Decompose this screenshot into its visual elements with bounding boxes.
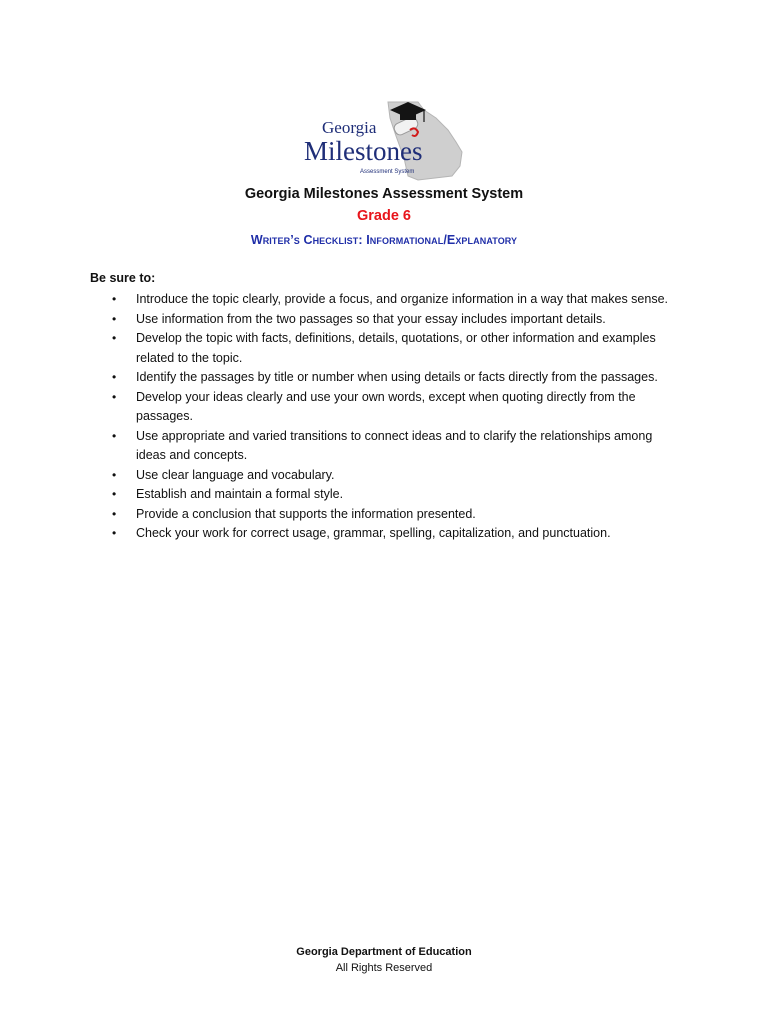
checklist-intro: Be sure to: xyxy=(90,271,156,285)
checklist-item-text: Provide a conclusion that supports the information presented. xyxy=(136,506,476,521)
checklist-item-text: Use appropriate and varied transitions to connect ideas and to clarify the relationships among ideas and concepts. xyxy=(136,428,653,462)
checklist-list xyxy=(110,290,680,544)
bullet-icon: • xyxy=(112,370,117,384)
logo-line1: Georgia xyxy=(322,118,377,137)
checklist-item xyxy=(110,427,680,466)
grade-label: Grade 6 xyxy=(357,208,411,224)
checklist-item-text: Develop the topic with facts, definitions, details, quotations, or other information and examples related to the topic. xyxy=(136,331,656,365)
footer-department: Georgia Department of Education xyxy=(296,946,472,958)
checklist-item xyxy=(110,290,680,310)
logo-tagline: Assessment System xyxy=(360,169,415,175)
checklist-item-text: Use clear language and vocabulary. xyxy=(136,467,335,482)
bullet-icon: • xyxy=(112,311,117,326)
checklist-item xyxy=(110,368,680,388)
footer-rights: All Rights Reserved xyxy=(335,962,433,974)
checklist-title: Writer’s Checklist: Informational/Explanatory xyxy=(250,233,518,247)
checklist-item xyxy=(110,329,680,368)
bullet-icon: • xyxy=(112,487,117,501)
logo-line2: Milestones xyxy=(304,136,423,166)
bullet-icon: • xyxy=(112,467,117,482)
bullet-icon: • xyxy=(112,292,117,306)
bullet-icon: • xyxy=(112,389,117,404)
checklist-item xyxy=(110,505,680,525)
bullet-icon: • xyxy=(112,506,117,521)
checklist-item xyxy=(110,310,680,330)
checklist-item-text: Introduce the topic clearly, provide a focus, and organize information in a way that makes sense. xyxy=(136,292,669,306)
checklist-item xyxy=(110,524,680,544)
checklist-item-text: Establish and maintain a formal style. xyxy=(136,487,344,501)
checklist-item-text: Check your work for correct usage, grammar, spelling, capitalization, and punctuation. xyxy=(136,526,611,540)
system-title: Georgia Milestones Assessment System xyxy=(244,186,524,202)
bullet-icon: • xyxy=(112,428,117,443)
bullet-icon: • xyxy=(112,526,117,540)
georgia-milestones-logo xyxy=(296,96,472,182)
checklist-item-text: Develop your ideas clearly and use your own words, except when quoting directly from the passages. xyxy=(136,389,636,423)
checklist-item xyxy=(110,388,680,427)
checklist-item xyxy=(110,485,680,505)
checklist-item-text: Identify the passages by title or number when using details or facts directly from the passages. xyxy=(136,370,658,384)
checklist-item-text: Use information from the two passages so that your essay includes important details. xyxy=(136,311,606,326)
checklist-item xyxy=(110,466,680,486)
bullet-icon: • xyxy=(112,331,117,345)
